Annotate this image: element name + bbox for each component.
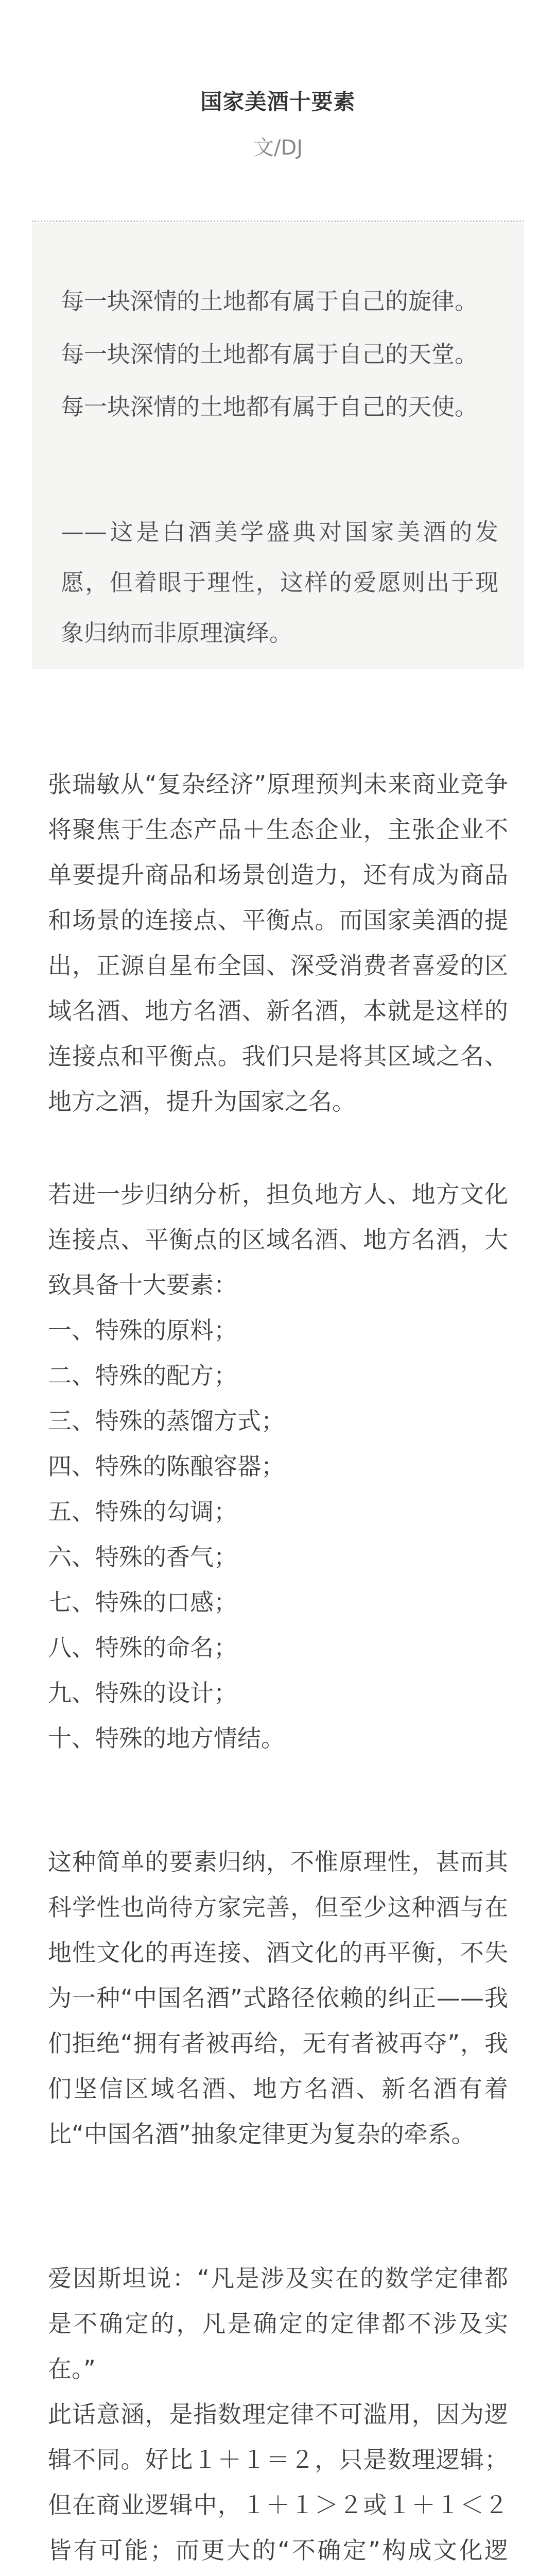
element-item-3: 三、特殊的蒸馏方式； xyxy=(48,1407,285,1435)
element-item-2: 二、特殊的配方； xyxy=(48,1362,237,1389)
element-item-7: 七、特殊的口感； xyxy=(48,1588,237,1616)
quote-line: 每一块深情的土地都有属于自己的天堂。 xyxy=(61,341,478,368)
element-item-10: 十、特殊的地方情结。 xyxy=(48,1724,285,1752)
paragraph-1: 张瑞敏从“复杂经济”原理预判未来商业竞争将聚焦于生态产品＋生态企业，主张企业不单要提升商品和场景创造力，还有成为商品和场景的连接点、平衡点。而国家美酒的提出，正源自星布全国、深受消费者喜爱的区域名酒、地方名酒、新名酒，本就是这样的连接点和平衡点。我们只是将其区域之名、地方之酒，提升为国家之名。 xyxy=(48,770,508,1115)
quote-line: 每一块深情的土地都有属于自己的旋律。 xyxy=(61,287,478,315)
dotted-divider xyxy=(32,221,524,222)
element-item-6: 六、特殊的香气； xyxy=(48,1543,237,1571)
element-item-8: 八、特殊的命名； xyxy=(48,1634,237,1662)
paragraph-4-body: 此话意涵，是指数理定律不可滥用，因为逻辑不同。好比１＋１＝２，只是数理逻辑；但在商业逻辑中，１＋１＞２或１＋１＜２皆有可能；而更大的“不确定”构成文化逻 xyxy=(48,2400,508,2564)
article-author: 文/DJ xyxy=(253,136,303,160)
quote-line: 每一块深情的土地都有属于自己的天使。 xyxy=(61,393,478,420)
element-item-4: 四、特殊的陈酿容器； xyxy=(48,1452,285,1480)
quote-comment: ——这是白酒美学盛典对国家美酒的发愿，但着眼于理性，这样的爱愿则出于现象归纳而非原理演绎。 xyxy=(61,518,498,647)
article-title: 国家美酒十要素 xyxy=(200,89,356,114)
element-item-1: 一、特殊的原料； xyxy=(48,1316,237,1344)
paragraph-4-quote: 爱因斯坦说：“凡是涉及实在的数学定律都是不确定的，凡是确定的定律都不涉及实在。” xyxy=(48,2264,508,2383)
element-item-5: 五、特殊的勾调； xyxy=(48,1498,237,1526)
paragraph-2-intro: 若进一步归纳分析，担负地方人、地方文化连接点、平衡点的区域名酒、地方名酒，大致具备十大要素： xyxy=(48,1180,508,1299)
paragraph-3: 这种简单的要素归纳，不惟原理性，甚而其科学性也尚待方家完善，但至少这种酒与在地性文化的再连接、酒文化的再平衡，不失为一种“中国名酒”式路径依赖的纠正——我们拒绝“拥有者被再给，无有者被再夺”，我们坚信区域名酒、地方名酒、新名酒有着比“中国名酒”抽象定律更为复杂的牵系。 xyxy=(48,1848,508,2148)
element-item-9: 九、特殊的设计； xyxy=(48,1679,237,1707)
quote-box xyxy=(32,223,524,669)
